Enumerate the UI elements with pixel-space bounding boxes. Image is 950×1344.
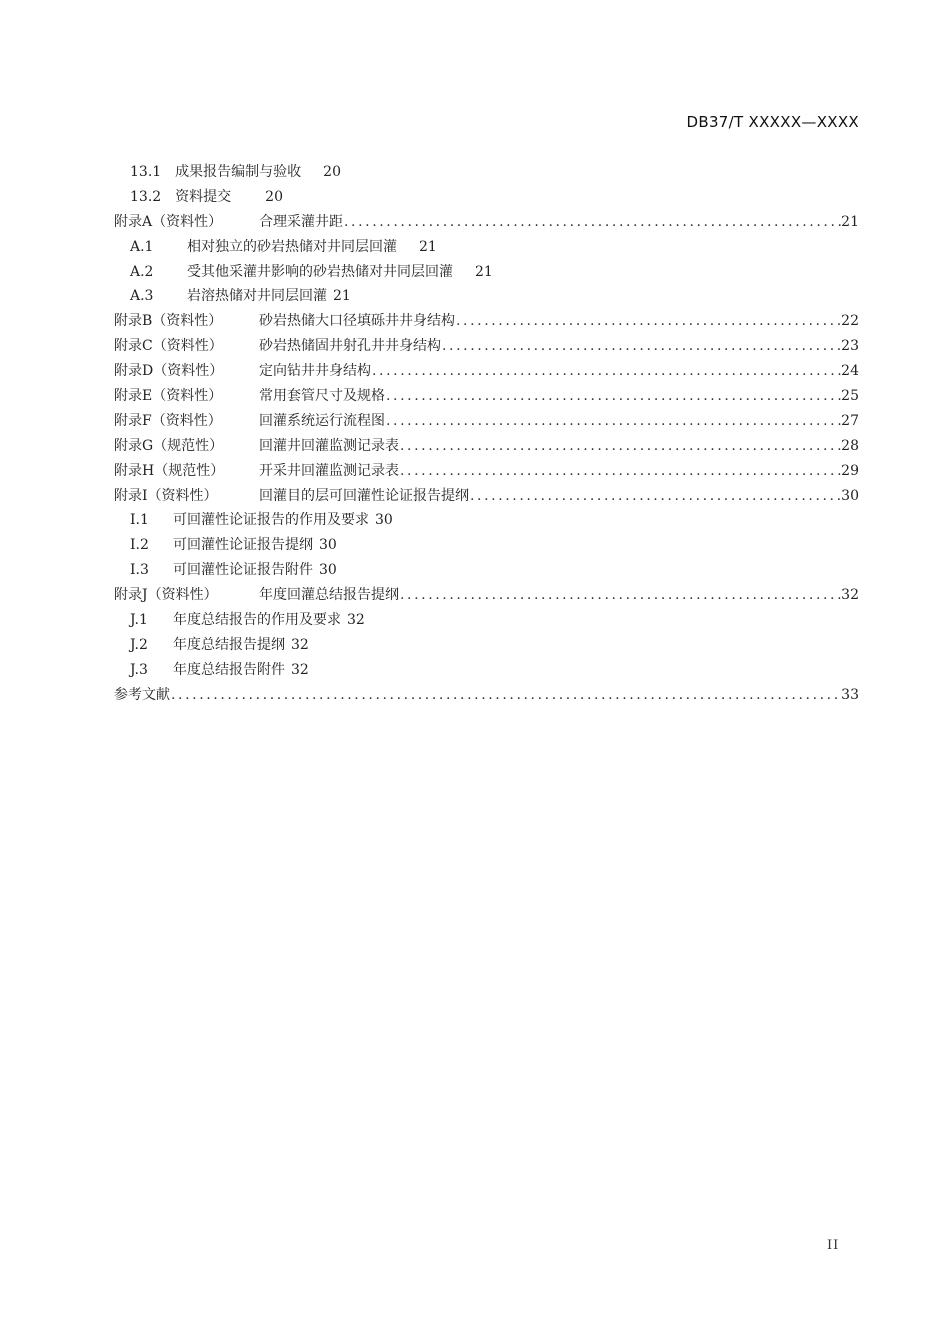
toc-entry-a-1[interactable] — [114, 235, 859, 260]
toc-entry-title: 合理采灌井距 — [259, 213, 343, 230]
toc-entry-title: 年度总结报告附件 — [173, 661, 285, 678]
toc-entry-number: I.2 — [130, 537, 149, 554]
toc-leader-dots — [385, 384, 841, 409]
toc-leader-dots — [385, 409, 841, 434]
toc-entry-page: 29 — [841, 462, 859, 479]
toc-leader-dots — [469, 484, 841, 509]
toc-entry-number: J.1 — [130, 612, 148, 629]
toc-appendix-label: 附录H（规范性） — [114, 462, 225, 479]
toc-entry-references[interactable] — [114, 683, 859, 708]
toc-entry-title: 回灌井回灌监测记录表 — [259, 437, 399, 454]
toc-entry-number: A.3 — [130, 288, 154, 305]
toc-entry-title: 相对独立的砂岩热储对井同层回灌 — [187, 238, 397, 255]
toc-entry-appendix-h[interactable] — [114, 459, 859, 484]
toc-entry-page: 22 — [841, 313, 859, 330]
toc-entry-page: 25 — [841, 388, 859, 405]
toc-entry-appendix-e[interactable] — [114, 384, 859, 409]
toc-entry-number: J.3 — [130, 661, 148, 678]
toc-entry-title: 成果报告编制与验收 — [175, 164, 302, 180]
toc-entry-title: 年度回灌总结报告提纲 — [259, 587, 399, 604]
toc-entry-page: 32 — [841, 587, 859, 604]
toc-leader-dots — [399, 459, 841, 484]
toc-entry-i-2[interactable] — [114, 533, 859, 558]
toc-entry-title: 资料提交 — [175, 188, 232, 205]
toc-entry-13-1[interactable] — [114, 160, 859, 185]
toc-entry-number: 13.2 — [130, 188, 162, 205]
toc-entry-title: 受其他采灌井影响的砂岩热储对井同层回灌 — [187, 263, 453, 280]
toc-entry-page: 30 — [319, 537, 337, 554]
toc-entry-page: 32 — [347, 612, 365, 629]
toc-entry-page: 24 — [841, 363, 859, 380]
toc-entry-appendix-c[interactable] — [114, 334, 859, 359]
toc-leader-dots — [343, 210, 841, 235]
toc-entry-title: 年度总结报告提纲 — [173, 636, 285, 653]
toc-entry-appendix-b[interactable] — [114, 309, 859, 334]
toc-leader-dots — [170, 683, 841, 708]
table-of-contents — [114, 160, 859, 708]
toc-entry-page: 28 — [841, 437, 859, 454]
toc-leader-dots — [399, 583, 841, 608]
toc-appendix-label: 附录J（资料性） — [114, 587, 218, 604]
toc-entry-page: 23 — [841, 338, 859, 355]
toc-appendix-label: 附录D（资料性） — [114, 363, 224, 380]
toc-entry-page: 20 — [265, 188, 283, 205]
toc-entry-appendix-i[interactable] — [114, 484, 859, 509]
toc-entry-j-1[interactable] — [114, 608, 859, 633]
toc-entry-page: 21 — [841, 213, 859, 230]
toc-entry-page: 20 — [323, 164, 341, 180]
toc-entry-i-1[interactable] — [114, 508, 859, 533]
toc-entry-13-2[interactable] — [114, 185, 859, 210]
toc-entry-title: 常用套管尺寸及规格 — [259, 388, 385, 405]
toc-entry-number: 13.1 — [130, 164, 162, 180]
toc-appendix-label: 附录G（规范性） — [114, 437, 224, 454]
toc-entry-number: A.1 — [130, 238, 154, 255]
toc-entry-title: 定向钻井井身结构 — [259, 363, 371, 380]
toc-entry-title: 可回灌性论证报告提纲 — [173, 537, 313, 554]
toc-appendix-label: 附录B（资料性） — [114, 313, 223, 330]
toc-appendix-label: 附录E（资料性） — [114, 388, 223, 405]
toc-entry-number: J.2 — [130, 636, 148, 653]
toc-entry-title: 可回灌性论证报告的作用及要求 — [173, 512, 369, 529]
toc-entry-a-3[interactable] — [114, 284, 859, 309]
toc-appendix-label: 附录A（资料性） — [114, 213, 223, 230]
toc-entry-appendix-f[interactable] — [114, 409, 859, 434]
toc-leader-dots — [399, 434, 841, 459]
toc-entry-title: 砂岩热储大口径填砾井井身结构 — [259, 313, 455, 330]
toc-entry-j-3[interactable] — [114, 658, 859, 683]
toc-entry-page: 21 — [333, 288, 351, 305]
toc-entry-title: 参考文献 — [114, 686, 170, 703]
toc-entry-number: A.2 — [130, 263, 154, 280]
toc-appendix-label: 附录C（资料性） — [114, 338, 223, 355]
toc-entry-number: I.1 — [130, 512, 149, 529]
toc-entry-title: 开采井回灌监测记录表 — [259, 462, 399, 479]
page-number: II — [827, 1238, 840, 1253]
toc-entry-page: 27 — [841, 412, 859, 429]
toc-leader-dots — [371, 359, 841, 384]
toc-entry-page: 32 — [291, 661, 309, 678]
toc-entry-page: 21 — [475, 263, 493, 280]
document-code: DB37/T XXXXX—XXXX — [686, 113, 859, 131]
toc-leader-dots — [441, 334, 841, 359]
toc-entry-page: 32 — [291, 636, 309, 653]
toc-entry-page: 30 — [319, 562, 337, 579]
toc-entry-a-2[interactable] — [114, 260, 859, 285]
toc-entry-title: 回灌系统运行流程图 — [259, 412, 385, 429]
toc-entry-i-3[interactable] — [114, 558, 859, 583]
toc-entry-j-2[interactable] — [114, 633, 859, 658]
toc-entry-title: 回灌目的层可回灌性论证报告提纲 — [259, 487, 469, 504]
toc-entry-appendix-a[interactable] — [114, 210, 859, 235]
toc-entry-title: 岩溶热储对井同层回灌 — [187, 288, 327, 305]
toc-entry-page: 30 — [841, 487, 859, 504]
toc-entry-page: 30 — [375, 512, 393, 529]
toc-entry-title: 可回灌性论证报告附件 — [173, 562, 313, 579]
toc-leader-dots — [455, 309, 841, 334]
toc-entry-appendix-g[interactable] — [114, 434, 859, 459]
toc-entry-page: 33 — [841, 686, 859, 703]
toc-entry-title: 年度总结报告的作用及要求 — [173, 612, 341, 629]
toc-entry-appendix-d[interactable] — [114, 359, 859, 384]
toc-entry-appendix-j[interactable] — [114, 583, 859, 608]
toc-entry-number: I.3 — [130, 562, 149, 579]
toc-appendix-label: 附录F（资料性） — [114, 412, 222, 429]
toc-appendix-label: 附录I（资料性） — [114, 487, 218, 504]
toc-entry-page: 21 — [419, 238, 437, 255]
toc-entry-title: 砂岩热储固井射孔井井身结构 — [259, 338, 441, 355]
